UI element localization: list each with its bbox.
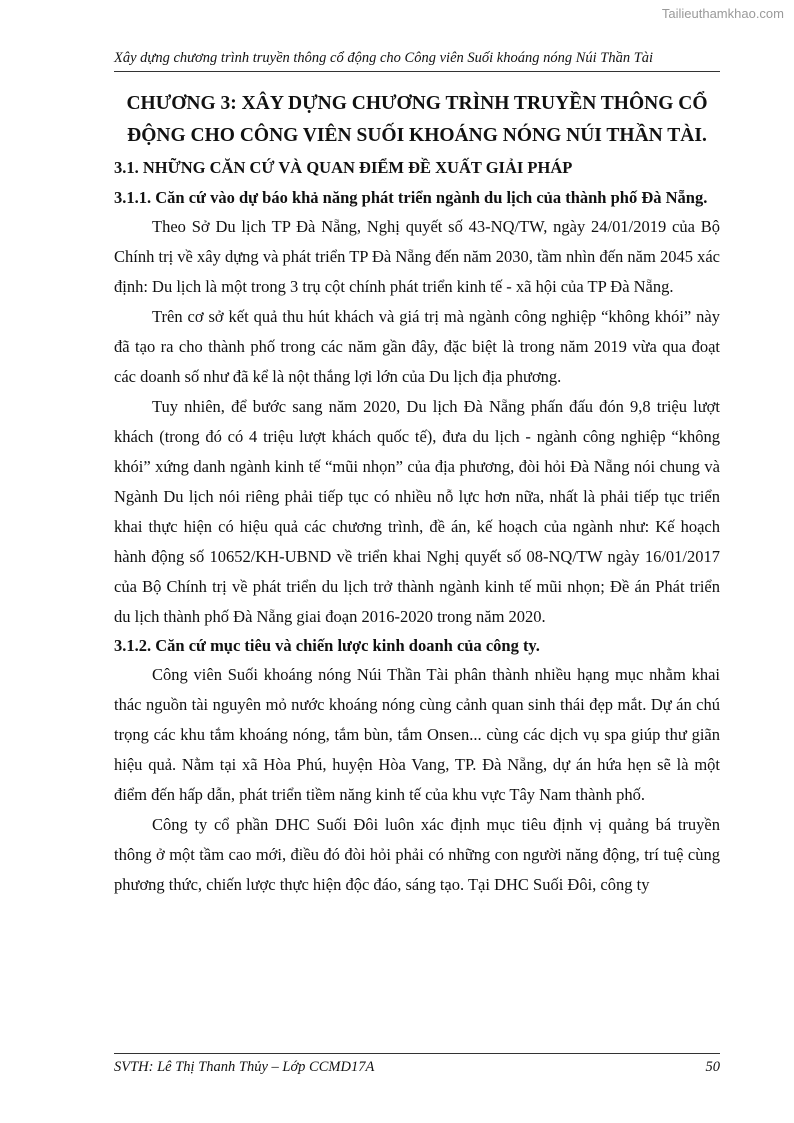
paragraph: Tuy nhiên, để bước sang năm 2020, Du lịch Đà Nẵng phấn đấu đón 9,8 triệu lượt khách (trong đó có 4 triệu lượt khách quốc tế), đưa du lịch - ngành công nghiệp “không khói” xứng danh ngành kinh tế “mũi nhọn” của địa phương, đòi hỏi Đà Nẵng nói chung và Ngành Du lịch nói riêng phải tiếp tục có nhiều nỗ lực hơn nữa, nhất là phải tiếp tục triển khai thực hiện có hiệu quả các chương trình, đề án, kế hoạch của ngành như: Kế hoạch hành động số 10652/KH-UBND về triển khai Nghị quyết số 08-NQ/TW ngày 16/01/2017 của Bộ Chính trị về phát triển du lịch trở thành ngành kinh tế mũi nhọn; Đề án Phát triển du lịch thành phố Đà Nẵng giai đoạn 2016-2020 trong năm 2020. — [114, 397, 720, 626]
section-heading-3-1-2: 3.1.2. Căn cứ mục tiêu và chiến lược kinh doanh của công ty. — [114, 636, 540, 655]
footer-author: SVTH: Lê Thị Thanh Thủy – Lớp CCMD17A — [114, 1059, 375, 1075]
paragraph: Trên cơ sở kết quả thu hút khách và giá trị mà ngành công nghiệp “không khói” này đã tạo ra cho thành phố trong các năm gần đây, đặc biệt là trong năm 2019 vừa qua đoạt các doanh số như đã kể là nột thắng lợi lớn của Du lịch địa phương. — [114, 307, 720, 386]
section-heading-3-1: 3.1. NHỮNG CĂN CỨ VÀ QUAN ĐIỂM ĐỀ XUẤT GIẢI PHÁP — [114, 158, 573, 177]
chapter-title: CHƯƠNG 3: XÂY DỰNG CHƯƠNG TRÌNH TRUYỀN THÔNG CỔ ĐỘNG CHO CÔNG VIÊN SUỐI KHOÁNG NÓNG NÚI THẦN TÀI. — [126, 93, 708, 146]
watermark: Tailieuthamkhao.com — [661, 6, 784, 21]
running-footer — [114, 1053, 720, 1076]
paragraph: Công viên Suối khoáng nóng Núi Thần Tài phân thành nhiều hạng mục nhằm khai thác nguồn tài nguyên mỏ nước khoáng nóng cùng cảnh quan sinh thái đẹp mắt. Dự án chú trọng các khu tắm khoáng nóng, tắm bùn, tắm Onsen... cùng các dịch vụ spa giúp thư giãn hiệu quả. Nằm tại xã Hòa Phú, huyện Hòa Vang, TP. Đà Nẵng, dự án hứa hẹn sẽ là một điểm đến hấp dẫn, phát triển tiềm năng kinh tế của khu vực Tây Nam thành phố. — [114, 665, 720, 804]
paragraph: Công ty cổ phần DHC Suối Đôi luôn xác định mục tiêu định vị quảng bá truyền thông ở một tầm cao mới, điều đó đòi hỏi phải có những con người năng động, trí tuệ cùng phương thức, chiến lược thực hiện độc đáo, sáng tạo. Tại DHC Suối Đôi, công ty — [114, 815, 720, 894]
paragraph: Theo Sở Du lịch TP Đà Nẵng, Nghị quyết số 43-NQ/TW, ngày 24/01/2019 của Bộ Chính trị về xây dựng và phát triển TP Đà Nẵng đến năm 2030, tầm nhìn đến năm 2045 xác định: Du lịch là một trong 3 trụ cột chính phát triển kinh tế - xã hội của TP Đà Nẵng. — [114, 217, 720, 296]
document-body — [114, 88, 720, 900]
running-header: Xây dựng chương trình truyền thông cổ động cho Công viên Suối khoáng nóng Núi Thần Tài — [114, 50, 720, 72]
page-number: 50 — [705, 1059, 720, 1075]
section-heading-3-1-1: 3.1.1. Căn cứ vào dự báo khả năng phát triển ngành du lịch của thành phố Đà Nẵng. — [114, 188, 708, 207]
